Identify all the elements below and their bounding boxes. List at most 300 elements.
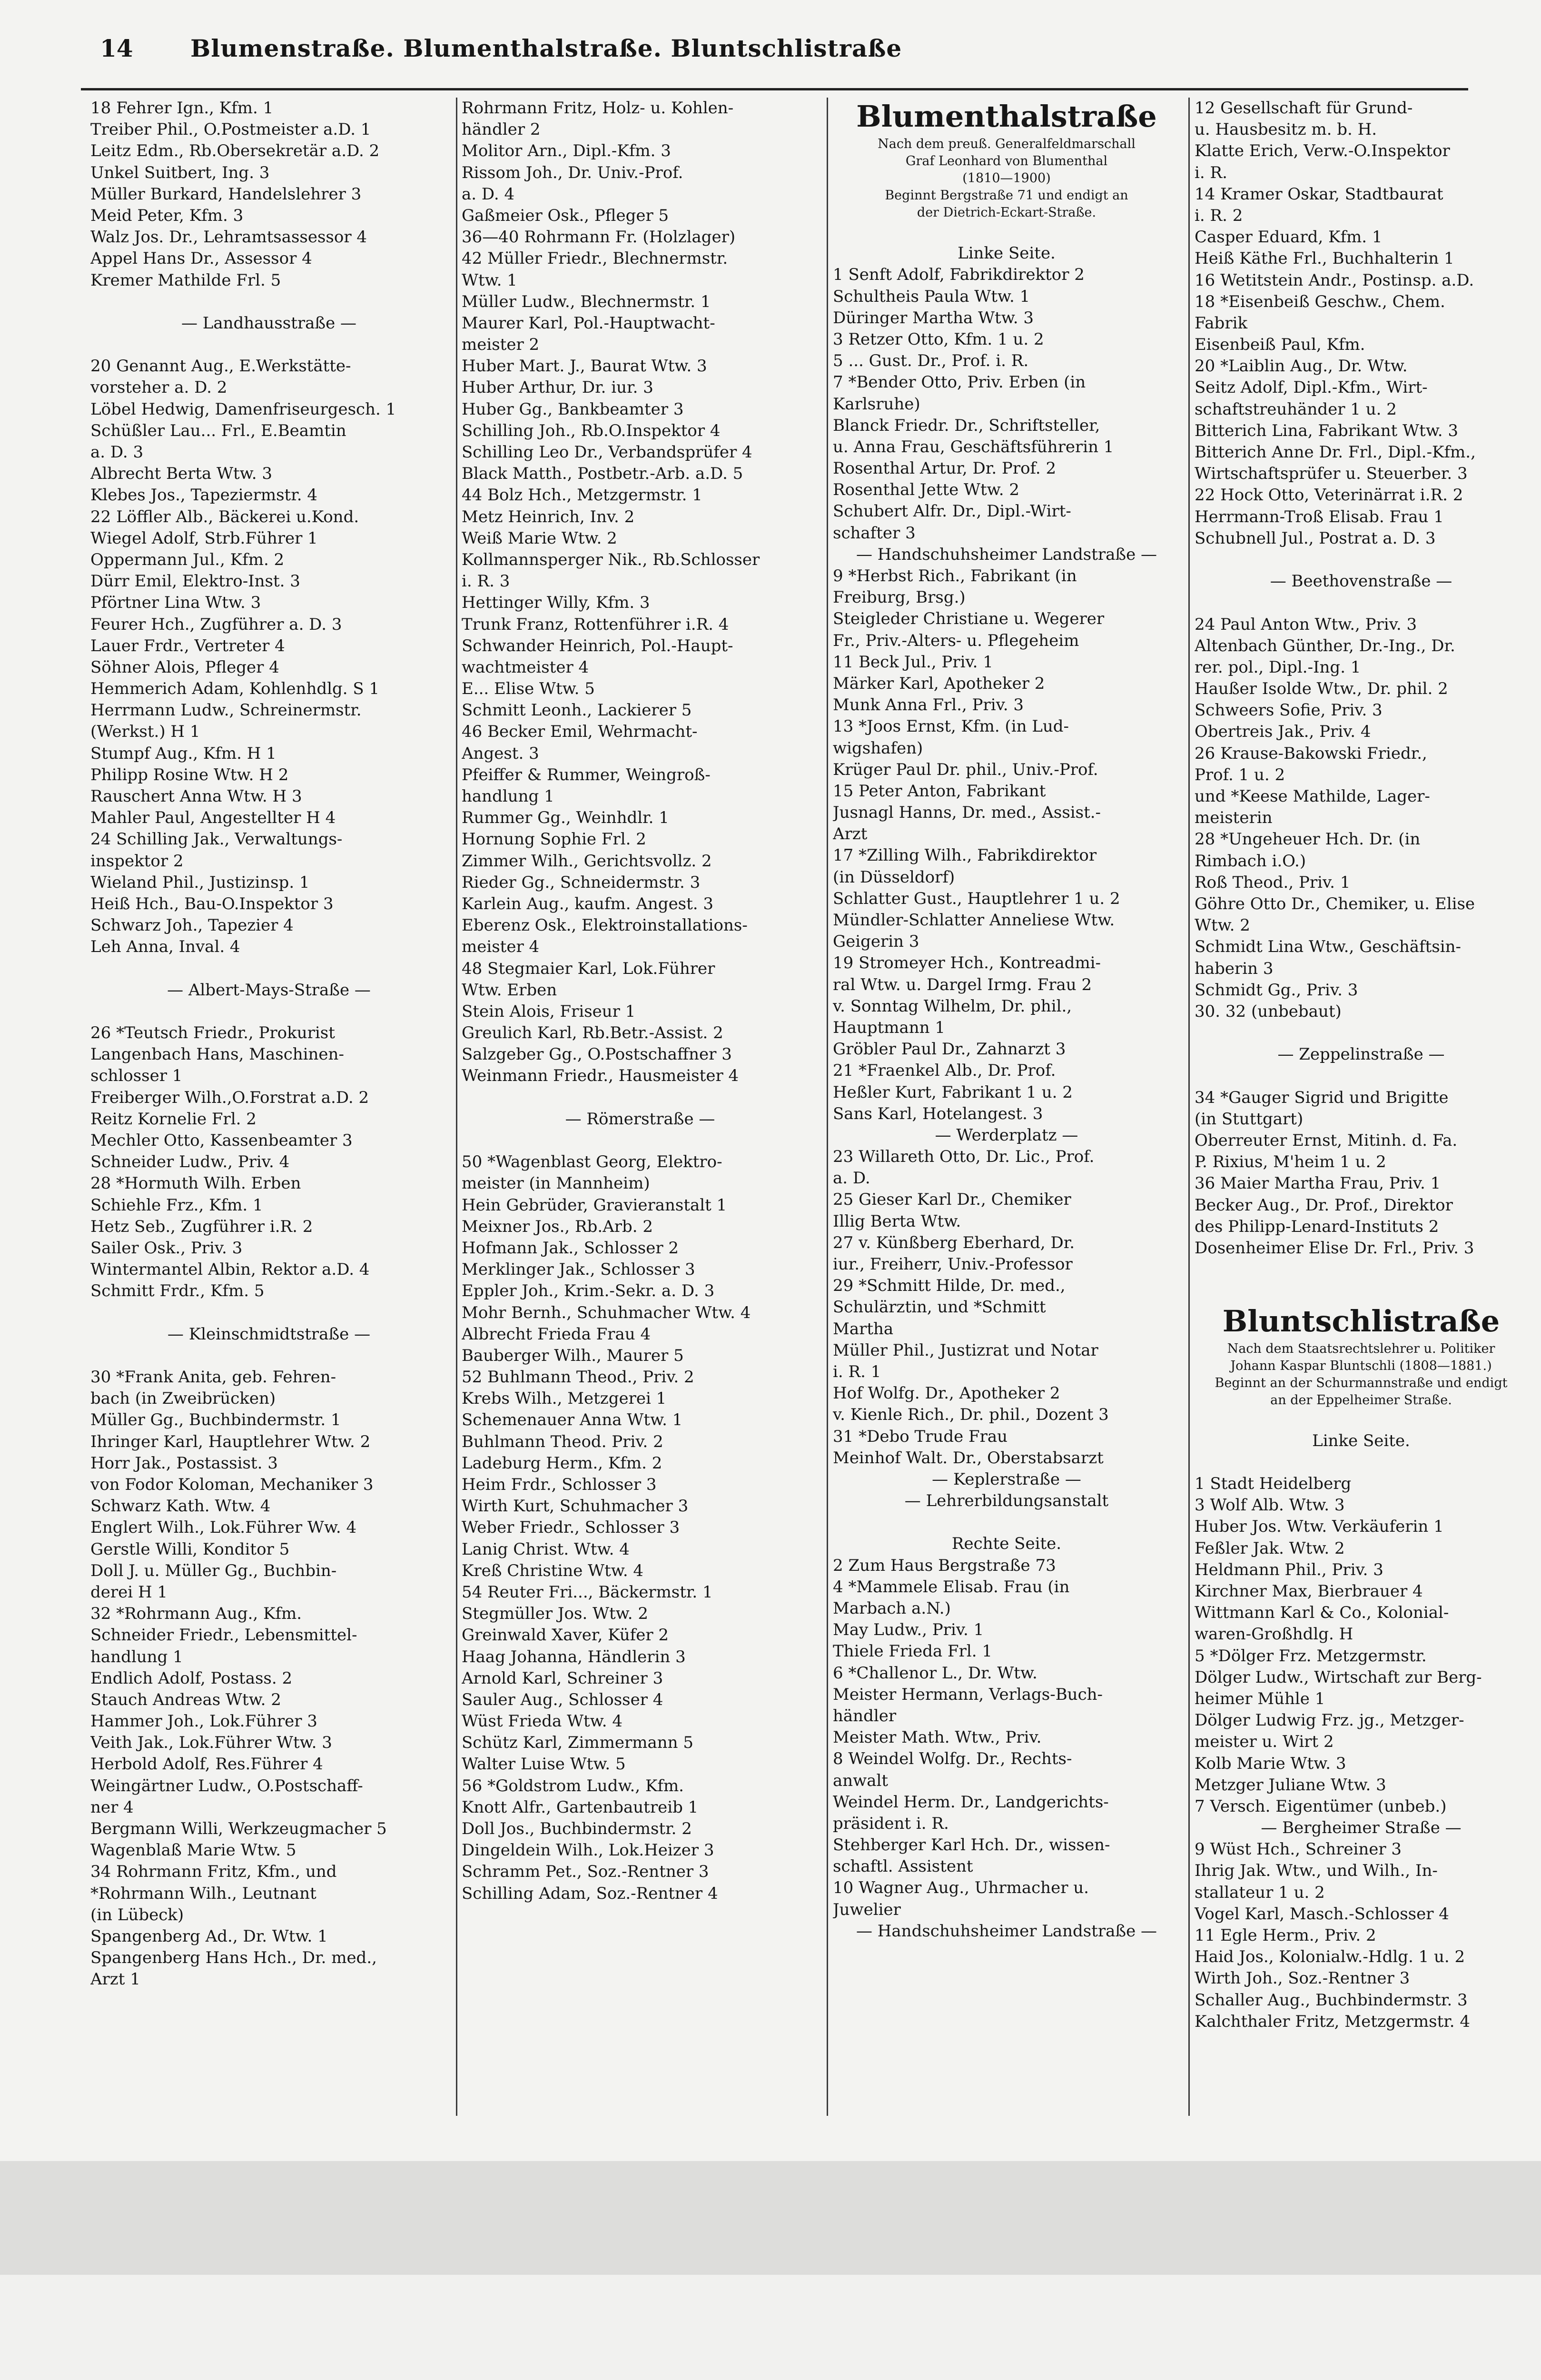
directory-entry: a. D. 4: [462, 184, 515, 204]
directory-entry: Trunk Franz, Rottenführer i.R. 4: [462, 615, 729, 634]
directory-entry: schaftstreuhänder 1 u. 2: [1195, 399, 1397, 419]
directory-entry: Seitz Adolf, Dipl.-Kfm., Wirt-: [1195, 378, 1428, 397]
directory-entry: handlung 1: [462, 787, 554, 806]
directory-entry: Wüst Frieda Wtw. 4: [462, 1712, 622, 1731]
section-label: — Bergheimer Straße —: [1261, 1818, 1462, 1838]
directory-entry: 18 Fehrer Ign., Kfm. 1: [90, 99, 274, 118]
directory-entry: Rosenthal Artur, Dr. Prof. 2: [833, 459, 1057, 478]
directory-entry: Jusnagl Hanns, Dr. med., Assist.-: [833, 803, 1101, 823]
directory-entry: 4 *Mammele Elisab. Frau (in: [833, 1577, 1070, 1597]
section-label: — Albert-Mays-Straße —: [167, 980, 371, 1000]
directory-entry: Walz Jos. Dr., Lehramtsassessor 4: [90, 228, 367, 247]
directory-entry: Prof. 1 u. 2: [1195, 765, 1285, 784]
directory-entry: Herrmann Ludw., Schreinermstr.: [90, 701, 362, 720]
directory-entry: 25 Gieser Karl Dr., Chemiker: [833, 1190, 1071, 1210]
directory-entry: Feßler Jak. Wtw. 2: [1195, 1538, 1345, 1558]
directory-entry: Obertreis Jak., Priv. 4: [1195, 722, 1371, 742]
directory-entry: Altenbach Günther, Dr.-Ing., Dr.: [1195, 636, 1455, 655]
directory-entry: meister u. Wirt 2: [1195, 1732, 1334, 1752]
directory-entry: [90, 1001, 447, 1022]
directory-entry: Hofmann Jak., Schlosser 2: [462, 1238, 679, 1258]
directory-entry: 6 *Challenor L., Dr. Wtw.: [833, 1663, 1037, 1683]
directory-entry: 24 Schilling Jak., Verwaltungs-: [90, 830, 343, 849]
directory-entry: Heiß Hch., Bau-O.Inspektor 3: [90, 894, 334, 913]
directory-entry: Lanig Christ. Wtw. 4: [462, 1539, 630, 1559]
directory-entry: v. Sonntag Wilhelm, Dr. phil.,: [833, 996, 1072, 1016]
directory-entry: Veith Jak., Lok.Führer Wtw. 3: [90, 1733, 332, 1753]
directory-entry: Merklinger Jak., Schlosser 3: [462, 1260, 695, 1279]
directory-entry: 27 v. Künßberg Eberhard, Dr.: [833, 1233, 1075, 1252]
directory-entry: 34 Rohrmann Fritz, Kfm., und: [90, 1862, 337, 1882]
directory-entry: Munk Anna Frl., Priv. 3: [833, 695, 1024, 715]
directory-entry: Huber Jos. Wtw. Verkäuferin 1: [1195, 1517, 1444, 1537]
directory-entry: 3 Retzer Otto, Kfm. 1 u. 2: [833, 329, 1044, 349]
section-label: — Kleinschmidtstraße —: [167, 1324, 371, 1344]
directory-entry: [462, 1130, 819, 1151]
directory-entry: Appel Hans Dr., Assessor 4: [90, 249, 312, 268]
directory-entry: Sailer Osk., Priv. 3: [90, 1238, 243, 1258]
directory-entry: der Dietrich-Eckart-Straße.: [917, 205, 1096, 220]
directory-entry: 18 *Eisenbeiß Geschw., Chem.: [1195, 292, 1445, 311]
directory-entry: bach (in Zweibrücken): [90, 1389, 276, 1408]
directory-entry: inspektor 2: [90, 851, 184, 871]
directory-entry: Pfeiffer & Rummer, Weingroß-: [462, 765, 711, 784]
directory-entry: Dingeldein Wilh., Lok.Heizer 3: [462, 1841, 714, 1860]
page-title: Blumenstraße. Blumenthalstraße. Bluntschlistraße: [190, 34, 902, 62]
directory-entry: Schüßler Lau... Frl., E.Beamtin: [90, 421, 346, 440]
viewer-footer: [0, 2161, 1541, 2275]
directory-entry: Beginnt Bergstraße 71 und endigt an: [885, 188, 1128, 203]
directory-entry: Hammer Joh., Lok.Führer 3: [90, 1712, 317, 1731]
directory-entry: Schulärztin, und *Schmitt: [833, 1298, 1046, 1317]
directory-entry: Freiberger Wilh.,O.Forstrat a.D. 2: [90, 1088, 369, 1107]
directory-entry: Unkel Suitbert, Ing. 3: [90, 163, 270, 182]
directory-entry: Weinmann Friedr., Hausmeister 4: [462, 1066, 739, 1086]
directory-entry: Kalchthaler Fritz, Metzgermstr. 4: [1195, 2012, 1471, 2031]
directory-entry: [90, 1345, 447, 1367]
directory-entry: Schmitt Leonh., Lackierer 5: [462, 701, 692, 720]
directory-entry: Gaßmeier Osk., Pfleger 5: [462, 206, 669, 225]
directory-entry: 32 *Rohrmann Aug., Kfm.: [90, 1604, 302, 1624]
directory-entry: (1810—1900): [962, 171, 1051, 186]
directory-entry: Molitor Arn., Dipl.-Kfm. 3: [462, 141, 671, 161]
directory-entry: 7 *Bender Otto, Priv. Erben (in: [833, 373, 1086, 392]
directory-entry: Walter Luise Wtw. 5: [462, 1755, 626, 1774]
directory-entry: Oppermann Jul., Kfm. 2: [90, 550, 285, 569]
directory-entry: Roß Theod., Priv. 1: [1195, 873, 1351, 892]
directory-entry: Kreß Christine Wtw. 4: [462, 1561, 644, 1580]
directory-entry: 20 Genannt Aug., E.Werkstätte-: [90, 357, 351, 376]
directory-entry: meister (in Mannheim): [462, 1174, 650, 1193]
directory-entry: P. Rixius, M'heim 1 u. 2: [1195, 1152, 1386, 1172]
directory-entry: [1195, 1280, 1528, 1302]
directory-entry: Angest. 3: [462, 744, 539, 763]
directory-entry: [90, 291, 447, 313]
directory-entry: Hettinger Willy, Kfm. 3: [462, 593, 650, 613]
directory-entry: präsident i. R.: [833, 1814, 949, 1833]
directory-entry: Göhre Otto Dr., Chemiker, u. Elise: [1195, 894, 1475, 913]
directory-entry: Sans Karl, Hotelangest. 3: [833, 1104, 1043, 1123]
directory-entry: Schilling Joh., Rb.O.Inspektor 4: [462, 421, 721, 440]
directory-entry: 16 Wetitstein Andr., Postinsp. a.D.: [1195, 270, 1474, 290]
directory-entry: Müller Ludw., Blechnermstr. 1: [462, 292, 711, 311]
directory-entry: 1 Senft Adolf, Fabrikdirektor 2: [833, 265, 1085, 285]
directory-entry: 20 *Laiblin Aug., Dr. Wtw.: [1195, 357, 1408, 376]
directory-entry: [1195, 592, 1528, 614]
directory-entry: wachtmeister 4: [462, 657, 589, 677]
directory-entry: Hof Wolfg. Dr., Apotheker 2: [833, 1384, 1060, 1403]
directory-entry: Hemmerich Adam, Kohlenhdlg. S 1: [90, 679, 380, 699]
directory-entry: Schmidt Lina Wtw., Geschäftsin-: [1195, 937, 1462, 957]
directory-entry: Fabrik: [1195, 313, 1248, 333]
directory-entry: Schubnell Jul., Postrat a. D. 3: [1195, 528, 1436, 548]
directory-entry: Endlich Adolf, Postass. 2: [90, 1668, 293, 1688]
directory-entry: Stumpf Aug., Kfm. H 1: [90, 744, 277, 763]
directory-entry: Weingärtner Ludw., O.Postschaff-: [90, 1776, 363, 1795]
directory-entry: Schultheis Paula Wtw. 1: [833, 287, 1030, 306]
directory-entry: Schwarz Kath. Wtw. 4: [90, 1497, 271, 1516]
directory-entry: Marbach a.N.): [833, 1599, 951, 1618]
directory-entry: 12 Gesellschaft für Grund-: [1195, 99, 1413, 118]
directory-entry: Arzt: [833, 824, 868, 844]
directory-entry: von Fodor Koloman, Mechaniker 3: [90, 1475, 374, 1494]
directory-entry: 15 Peter Anton, Fabrikant: [833, 781, 1046, 801]
directory-entry: Doll Jos., Buchbindermstr. 2: [462, 1819, 692, 1838]
directory-entry: Kolb Marie Wtw. 3: [1195, 1754, 1346, 1773]
column-1: [90, 98, 447, 2116]
directory-entry: [462, 1087, 819, 1109]
directory-entry: Casper Eduard, Kfm. 1: [1195, 228, 1383, 247]
directory-entry: Schmidt Gg., Priv. 3: [1195, 980, 1358, 1000]
directory-entry: Dosenheimer Elise Dr. Frl., Priv. 3: [1195, 1238, 1474, 1258]
directory-entry: 8 Weindel Wolfg. Dr., Rechts-: [833, 1749, 1072, 1769]
directory-entry: Stegmüller Jos. Wtw. 2: [462, 1604, 648, 1624]
directory-entry: 48 Stegmaier Karl, Lok.Führer: [462, 959, 715, 978]
directory-entry: (Werkst.) H 1: [90, 722, 200, 742]
directory-entry: Schilling Leo Dr., Verbandsprüfer 4: [462, 443, 752, 462]
directory-entry: Blanck Friedr. Dr., Schriftsteller,: [833, 416, 1100, 435]
directory-entry: Wintermantel Albin, Rektor a.D. 4: [90, 1260, 370, 1279]
directory-entry: 7 Versch. Eigentümer (unbeb.): [1195, 1796, 1447, 1816]
page-header: [100, 30, 1471, 73]
directory-entry: 22 Löffler Alb., Bäckerei u.Kond.: [90, 507, 359, 526]
directory-entry: Haußer Isolde Wtw., Dr. phil. 2: [1195, 679, 1448, 699]
directory-entry: 56 *Goldstrom Ludw., Kfm.: [462, 1776, 684, 1795]
directory-entry: [1195, 1065, 1528, 1087]
directory-entry: Heldmann Phil., Priv. 3: [1195, 1560, 1383, 1579]
directory-entry: Bauberger Wilh., Maurer 5: [462, 1346, 684, 1365]
directory-entry: Thiele Frieda Frl. 1: [833, 1642, 993, 1661]
directory-entry: Becker Aug., Dr. Prof., Direktor: [1195, 1195, 1453, 1215]
directory-entry: 42 Müller Friedr., Blechnermstr.: [462, 249, 728, 268]
directory-entry: Märker Karl, Apotheker 2: [833, 674, 1045, 693]
directory-entry: 26 Krause-Bakowski Friedr.,: [1195, 744, 1427, 763]
directory-entry: meister 2: [462, 335, 540, 355]
street-heading: Bluntschlistraße: [1222, 1303, 1500, 1339]
directory-entry: Albrecht Frieda Frau 4: [462, 1324, 651, 1344]
directory-entry: [1195, 1409, 1528, 1430]
street-heading: Blumenthalstraße: [856, 99, 1157, 134]
directory-entry: Langenbach Hans, Maschinen-: [90, 1045, 344, 1064]
directory-entry: Freiburg, Brsg.): [833, 588, 966, 607]
column-divider: [456, 98, 457, 2116]
directory-entry: Schwarz Joh., Tapezier 4: [90, 916, 294, 935]
directory-entry: Schaller Aug., Buchbindermstr. 3: [1195, 1990, 1468, 2010]
directory-entry: Spangenberg Ad., Dr. Wtw. 1: [90, 1926, 328, 1946]
directory-entry: 10 Wagner Aug., Uhrmacher u.: [833, 1878, 1089, 1898]
directory-entry: Arzt 1: [90, 1970, 140, 1989]
directory-entry: 2 Zum Haus Bergstraße 73: [833, 1556, 1056, 1575]
section-label: Rechte Seite.: [951, 1534, 1062, 1554]
directory-entry: 9 Wüst Hch., Schreiner 3: [1195, 1840, 1402, 1859]
directory-entry: Söhner Alois, Pfleger 4: [90, 657, 279, 677]
directory-entry: [1195, 1452, 1528, 1473]
directory-entry: 11 Egle Herm., Priv. 2: [1195, 1926, 1376, 1945]
directory-entry: Wieland Phil., Justizinsp. 1: [90, 873, 310, 892]
directory-entry: Rauschert Anna Wtw. H 3: [90, 787, 302, 806]
directory-entry: i. R. 1: [833, 1362, 881, 1381]
directory-entry: Karlsruhe): [833, 394, 920, 414]
directory-entry: Eisenbeiß Paul, Kfm.: [1195, 335, 1365, 355]
directory-entry: Weber Friedr., Schlosser 3: [462, 1518, 680, 1537]
column-4: [1195, 98, 1528, 2116]
directory-entry: Gröbler Paul Dr., Zahnarzt 3: [833, 1040, 1066, 1059]
directory-entry: Klebes Jos., Tapeziermstr. 4: [90, 486, 317, 505]
directory-entry: handlung 1: [90, 1647, 183, 1666]
directory-entry: Müller Burkard, Handelslehrer 3: [90, 184, 362, 204]
directory-entry: Kirchner Max, Bierbrauer 4: [1195, 1582, 1423, 1601]
directory-entry: Salzgeber Gg., O.Postschaffner 3: [462, 1045, 732, 1064]
directory-entry: u. Hausbesitz m. b. H.: [1195, 120, 1377, 139]
directory-entry: Oberreuter Ernst, Mitinh. d. Fa.: [1195, 1131, 1458, 1150]
directory-entry: und *Keese Mathilde, Lager-: [1195, 787, 1430, 806]
directory-entry: Schilling Adam, Soz.-Rentner 4: [462, 1884, 718, 1903]
directory-entry: Hauptmann 1: [833, 1018, 945, 1037]
directory-entry: Leitz Edm., Rb.Obersekretär a.D. 2: [90, 141, 380, 161]
directory-entry: Treiber Phil., O.Postmeister a.D. 1: [90, 120, 371, 139]
directory-entry: rer. pol., Dipl.-Ing. 1: [1195, 657, 1361, 677]
section-label: — Landhausstraße —: [181, 313, 357, 333]
directory-entry: Wtw. 2: [1195, 916, 1250, 935]
directory-entry: Wagenblaß Marie Wtw. 5: [90, 1841, 296, 1860]
directory-entry: händler 2: [462, 120, 541, 139]
directory-entry: Klatte Erich, Verw.-O.Inspektor: [1195, 141, 1450, 161]
section-label: Linke Seite.: [1312, 1431, 1410, 1450]
directory-entry: händler: [833, 1706, 897, 1726]
directory-entry: Pförtner Lina Wtw. 3: [90, 593, 261, 613]
directory-entry: v. Kienle Rich., Dr. phil., Dozent 3: [833, 1405, 1109, 1425]
directory-entry: 13 *Joos Ernst, Kfm. (in Lud-: [833, 717, 1069, 736]
directory-entry: 52 Buhlmann Theod., Priv. 2: [462, 1368, 694, 1387]
directory-entry: Mechler Otto, Kassenbeamter 3: [90, 1131, 353, 1150]
directory-entry: Dürr Emil, Elektro-Inst. 3: [90, 572, 300, 591]
directory-entry: 30. 32 (unbebaut): [1195, 1002, 1342, 1021]
directory-entry: 28 *Hormuth Wilh. Erben: [90, 1174, 301, 1193]
directory-entry: stallateur 1 u. 2: [1195, 1883, 1325, 1902]
directory-entry: Kollmannsperger Nik., Rb.Schlosser: [462, 550, 760, 569]
directory-entry: Dölger Ludwig Frz. jg., Metzger-: [1195, 1711, 1464, 1730]
directory-entry: Meid Peter, Kfm. 3: [90, 206, 244, 225]
directory-entry: Krüger Paul Dr. phil., Univ.-Prof.: [833, 760, 1098, 779]
section-label: — Handschuhsheimer Landstraße —: [856, 545, 1157, 564]
directory-entry: 28 *Ungeheuer Hch. Dr. (in: [1195, 830, 1421, 849]
directory-entry: 46 Becker Emil, Wehrmacht-: [462, 722, 698, 742]
directory-entry: Kremer Mathilde Frl. 5: [90, 270, 281, 290]
directory-entry: u. Anna Frau, Geschäftsführerin 1: [833, 437, 1114, 456]
directory-entry: Eberenz Osk., Elektroinstallations-: [462, 916, 748, 935]
directory-entry: Maurer Karl, Pol.-Hauptwacht-: [462, 313, 715, 333]
directory-entry: a. D. 3: [90, 443, 144, 462]
directory-entry: 11 Beck Jul., Priv. 1: [833, 652, 993, 672]
directory-entry: ral Wtw. u. Dargel Irmg. Frau 2: [833, 975, 1092, 994]
directory-entry: E... Elise Wtw. 5: [462, 679, 595, 699]
directory-entry: 31 *Debo Trude Frau: [833, 1427, 1008, 1446]
directory-entry: Rimbach i.O.): [1195, 851, 1306, 871]
directory-entry: 3 Wolf Alb. Wtw. 3: [1195, 1496, 1345, 1515]
directory-entry: Schwander Heinrich, Pol.-Haupt-: [462, 636, 733, 655]
directory-entry: 22 Hock Otto, Veterinärrat i.R. 2: [1195, 486, 1463, 505]
directory-entry: 30 *Frank Anita, geb. Fehren-: [90, 1368, 336, 1387]
directory-entry: (in Düsseldorf): [833, 867, 955, 887]
directory-entry: (in Stuttgart): [1195, 1109, 1304, 1129]
directory-entry: Graf Leonhard von Blumenthal: [905, 154, 1108, 169]
directory-entry: 24 Paul Anton Wtw., Priv. 3: [1195, 615, 1417, 634]
directory-entry: Ihringer Karl, Hauptlehrer Wtw. 2: [90, 1432, 371, 1451]
directory-entry: Bitterich Anne Dr. Frl., Dipl.-Kfm.,: [1195, 443, 1476, 462]
directory-entry: [1195, 1022, 1528, 1044]
directory-entry: Herbold Adolf, Res.Führer 4: [90, 1755, 323, 1774]
directory-entry: Ihrig Jak. Wtw., und Wilh., In-: [1195, 1861, 1438, 1881]
section-label: — Beethovenstraße —: [1270, 572, 1452, 591]
directory-entry: *Rohrmann Wilh., Leutnant: [90, 1884, 316, 1903]
directory-entry: [90, 1302, 447, 1324]
directory-entry: Meixner Jos., Rb.Arb. 2: [462, 1217, 653, 1236]
directory-entry: Mahler Paul, Angestellter H 4: [90, 808, 336, 828]
directory-entry: Schneider Friedr., Lebensmittel-: [90, 1626, 357, 1645]
directory-entry: Schlatter Gust., Hauptlehrer 1 u. 2: [833, 889, 1120, 908]
directory-entry: 34 *Gauger Sigrid und Brigitte: [1195, 1088, 1449, 1107]
directory-entry: Spangenberg Hans Hch., Dr. med.,: [90, 1948, 377, 1968]
directory-entry: 29 *Schmitt Hilde, Dr. med.,: [833, 1276, 1066, 1296]
directory-entry: Johann Kaspar Bluntschli (1808—1881.): [1230, 1358, 1492, 1373]
directory-entry: 23 Willareth Otto, Dr. Lic., Prof.: [833, 1147, 1095, 1167]
directory-entry: Fr., Priv.-Alters- u. Pflegeheim: [833, 631, 1079, 650]
directory-entry: Buhlmann Theod. Priv. 2: [462, 1432, 663, 1451]
directory-entry: Dölger Ludw., Wirtschaft zur Berg-: [1195, 1667, 1482, 1687]
section-label: — Werderplatz —: [935, 1125, 1078, 1145]
directory-entry: 36—40 Rohrmann Fr. (Holzlager): [462, 228, 736, 247]
directory-entry: Feurer Hch., Zugführer a. D. 3: [90, 615, 342, 634]
directory-entry: Schiehle Frz., Kfm. 1: [90, 1195, 263, 1215]
directory-entry: Huber Arthur, Dr. iur. 3: [462, 378, 653, 397]
directory-entry: Geigerin 3: [833, 932, 919, 952]
directory-entry: Wirth Joh., Soz.-Rentner 3: [1195, 1969, 1410, 1988]
directory-entry: Nach dem preuß. Generalfeldmarschall: [878, 137, 1136, 151]
directory-entry: Lauer Frdr., Vertreter 4: [90, 636, 285, 655]
column-divider: [827, 98, 828, 2116]
directory-entry: i. R. 2: [1195, 206, 1243, 225]
directory-entry: Karlein Aug., kaufm. Angest. 3: [462, 894, 714, 913]
directory-entry: [833, 1512, 1180, 1533]
section-label: — Zeppelinstraße —: [1277, 1045, 1445, 1064]
header-rule: [81, 88, 1468, 90]
section-label: — Keplerstraße —: [932, 1469, 1081, 1489]
directory-entry: Weiß Marie Wtw. 2: [462, 528, 617, 548]
directory-entry: 5 *Dölger Frz. Metzgermstr.: [1195, 1646, 1427, 1666]
directory-entry: Zimmer Wilh., Gerichtsvollz. 2: [462, 851, 712, 871]
directory-entry: Beginnt an der Schurmannstraße und endigt: [1215, 1375, 1508, 1390]
directory-entry: Bitterich Lina, Fabrikant Wtw. 3: [1195, 421, 1459, 440]
directory-entry: Wittmann Karl & Co., Kolonial-: [1195, 1603, 1449, 1623]
directory-entry: [90, 334, 447, 356]
directory-entry: haberin 3: [1195, 959, 1274, 978]
directory-entry: anwalt: [833, 1771, 889, 1790]
directory-entry: Düringer Martha Wtw. 3: [833, 308, 1034, 327]
directory-entry: Weindel Herm. Dr., Landgerichts-: [833, 1792, 1109, 1812]
directory-entry: Greulich Karl, Rb.Betr.-Assist. 2: [462, 1023, 723, 1043]
directory-entry: Schneider Ludw., Priv. 4: [90, 1152, 290, 1172]
page-number: 14: [100, 34, 133, 62]
directory-entry: Schweers Sofie, Priv. 3: [1195, 701, 1383, 720]
directory-entry: Mündler-Schlatter Anneliese Wtw.: [833, 911, 1115, 930]
directory-entry: Huber Mart. J., Baurat Wtw. 3: [462, 357, 707, 376]
directory-entry: Löbel Hedwig, Damenfriseurgesch. 1: [90, 399, 396, 419]
directory-entry: Meister Hermann, Verlags-Buch-: [833, 1685, 1103, 1704]
section-label: Linke Seite.: [958, 244, 1056, 263]
directory-entry: des Philipp-Lenard-Instituts 2: [1195, 1217, 1439, 1236]
directory-entry: Metzger Juliane Wtw. 3: [1195, 1775, 1386, 1795]
directory-entry: Hetz Seb., Zugführer i.R. 2: [90, 1217, 313, 1236]
directory-entry: Heim Frdr., Schlosser 3: [462, 1475, 657, 1494]
directory-entry: Müller Gg., Buchbindermstr. 1: [90, 1410, 341, 1430]
directory-entry: Juwelier: [833, 1900, 901, 1919]
directory-entry: Wirth Kurt, Schuhmacher 3: [462, 1497, 689, 1516]
directory-entry: Vogel Karl, Masch.-Schlosser 4: [1195, 1904, 1449, 1924]
directory-entry: Rummer Gg., Weinhdlr. 1: [462, 808, 669, 828]
directory-columns: [81, 98, 1508, 2116]
directory-entry: Schütz Karl, Zimmermann 5: [462, 1733, 694, 1753]
directory-entry: iur., Freiherr, Univ.-Professor: [833, 1255, 1073, 1274]
directory-entry: 5 ... Gust. Dr., Prof. i. R.: [833, 351, 1029, 371]
directory-entry: Meister Math. Wtw., Priv.: [833, 1728, 1042, 1747]
directory-entry: Ladeburg Herm., Kfm. 2: [462, 1453, 662, 1473]
directory-entry: Schmitt Frdr., Kfm. 5: [90, 1281, 265, 1301]
directory-entry: schafter 3: [833, 523, 916, 543]
section-label: — Lehrerbildungsanstalt: [904, 1491, 1109, 1511]
directory-entry: Greinwald Xaver, Küfer 2: [462, 1626, 669, 1645]
directory-entry: 54 Reuter Fri..., Bäckermstr. 1: [462, 1582, 713, 1602]
directory-entry: vorsteher a. D. 2: [90, 378, 227, 397]
directory-entry: Haid Jos., Kolonialw.-Hdlg. 1 u. 2: [1195, 1947, 1465, 1967]
directory-entry: 36 Maier Martha Frau, Priv. 1: [1195, 1174, 1441, 1193]
directory-entry: 14 Kramer Oskar, Stadtbaurat: [1195, 184, 1443, 204]
directory-entry: Gerstle Willi, Konditor 5: [90, 1539, 290, 1559]
directory-entry: Leh Anna, Inval. 4: [90, 937, 240, 957]
directory-entry: 26 *Teutsch Friedr., Prokurist: [90, 1023, 335, 1043]
directory-entry: 44 Bolz Hch., Metzgermstr. 1: [462, 486, 702, 505]
directory-entry: [1195, 1259, 1528, 1280]
directory-entry: Martha: [833, 1319, 894, 1339]
directory-entry: Schubert Alfr. Dr., Dipl.-Wirt-: [833, 502, 1071, 521]
directory-entry: Englert Wilh., Lok.Führer Ww. 4: [90, 1518, 357, 1537]
directory-entry: i. R. 3: [462, 572, 510, 591]
directory-entry: Meinhof Walt. Dr., Oberstabsarzt: [833, 1448, 1104, 1468]
directory-entry: Stehberger Karl Hch. Dr., wissen-: [833, 1835, 1110, 1855]
directory-entry: Albrecht Berta Wtw. 3: [90, 464, 273, 484]
directory-entry: Eppler Joh., Krim.-Sekr. a. D. 3: [462, 1281, 715, 1301]
directory-entry: ner 4: [90, 1797, 134, 1817]
directory-entry: Schemenauer Anna Wtw. 1: [462, 1410, 683, 1430]
